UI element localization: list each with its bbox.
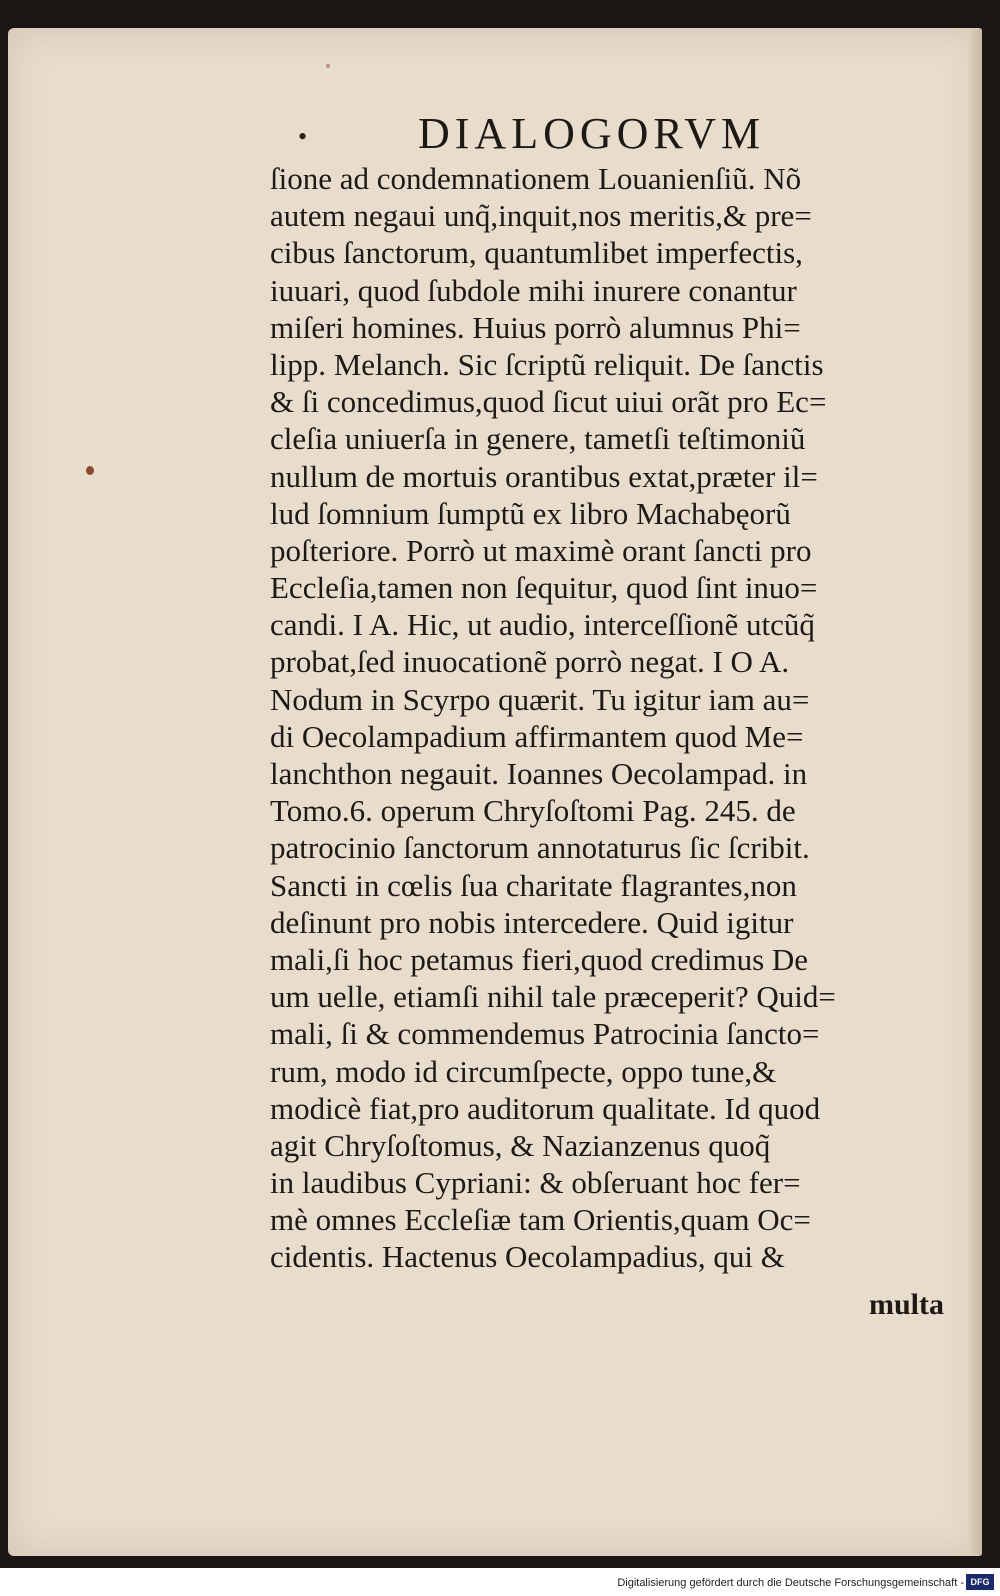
catchword: multa [869, 1288, 944, 1321]
text-line: in laudibus Cypriani: & obſeruant hoc fer= [270, 1165, 801, 1201]
text-line: cleſia uniuerſa in genere, tametſi teſtimoniũ [270, 421, 806, 457]
text-line: modicè fiat,pro auditorum qualitate. Id quod [270, 1090, 821, 1126]
text-line: autem negaui unq̃,inquit,nos meritis,& pre= [270, 198, 812, 234]
text-line: Nodum in Scyrpo quærit. Tu igitur iam au= [270, 681, 810, 717]
text-line: um uelle, etiamſi nihil tale præceperit? Quid= [270, 979, 836, 1015]
text-line: patrocinio ſanctorum annotaturus ſic ſcribit. [270, 830, 810, 866]
text-line: mè omnes Eccleſiæ tam Orientis,quam Oc= [270, 1202, 811, 1238]
text-line: candi. I A. Hic, ut audio, interceſſionẽ utcũq̃ [270, 607, 815, 643]
header-mark: • [298, 122, 308, 151]
text-line: mali,ſi hoc petamus fieri,quod credimus De [270, 941, 809, 977]
text-line: iuuari, quod ſubdole mihi inurere conantur [270, 272, 797, 308]
text-line: mali, ſi & commendemus Patrocinia ſancto= [270, 1016, 820, 1052]
text-line: di Oecolampadium affirmantem quod Me= [270, 718, 804, 754]
text-line: & ſi concedimus,quod ſicut uiui orãt pro Ec= [270, 384, 827, 420]
footer-credit: Digitalisierung gefördert durch die Deutsche Forschungsgemeinschaft - [617, 1577, 964, 1589]
text-line: ſione ad condemnationem Louanienſiũ. Nõ [270, 161, 802, 196]
book-page [8, 28, 982, 1556]
text-line: lud ſomnium ſumptũ ex libro Machabęorũ [270, 495, 791, 531]
text-line: cidentis. Hactenus Oecolampadius, qui & [270, 1239, 785, 1275]
text-line: poſteriore. Porrò ut maximè orant ſancti pro [270, 532, 812, 568]
text-line: rum, modo id circumſpecte, oppo tune,& [270, 1053, 777, 1089]
text-line: lipp. Melanch. Sic ſcriptũ reliquit. De ſanctis [270, 346, 824, 382]
paper-stain [86, 466, 94, 475]
text-line: agit Chryſoſtomus, & Nazianzenus quoq̃ [270, 1127, 771, 1163]
running-head: DIALOGORVM [418, 109, 766, 158]
text-line: nullum de mortuis orantibus extat,præter il= [270, 458, 818, 494]
text-line: cibus ſanctorum, quantumlibet imperfectis, [270, 235, 803, 271]
page-edge [968, 28, 982, 1556]
text-line: probat,ſed inuocationẽ porrò negat. I O A. [270, 644, 790, 680]
text-line: lanchthon negauit. Ioannes Oecolampad. in [270, 756, 808, 791]
paper-stain [326, 64, 330, 68]
text-line: Eccleſia,tamen non ſequitur, quod ſint inuo= [270, 570, 818, 606]
text-line: miſeri homines. Huius porrò alumnus Phi= [270, 309, 801, 345]
text-line: deſinunt pro nobis intercedere. Quid igitur [270, 904, 794, 940]
text-line: Tomo.6. operum Chryſoſtomi Pag. 245. de [270, 793, 796, 829]
digitization-footer [0, 1568, 1000, 1596]
text-line: Sancti in cœlis ſua charitate flagrantes,non [270, 867, 797, 903]
body-text [270, 160, 970, 1276]
dfg-logo-icon: DFG [966, 1574, 994, 1590]
